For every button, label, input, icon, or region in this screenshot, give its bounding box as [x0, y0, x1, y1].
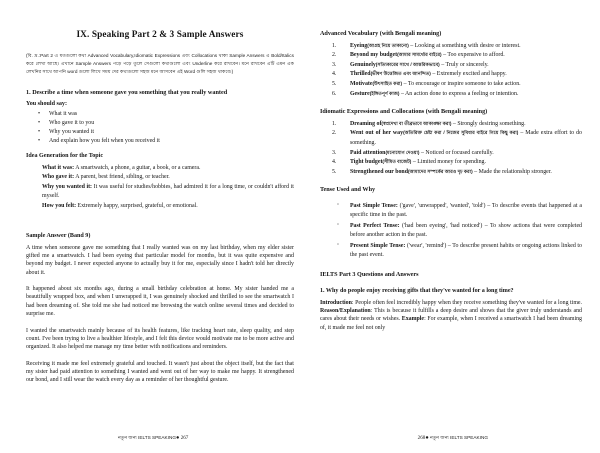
list-item [340, 61, 582, 71]
idea-text: A smartwatch, a phone, a guitar, a book, or a camera. [74, 164, 201, 171]
footer-bullet-icon: ● [176, 435, 180, 441]
footer-right-label: নতুন জন্য IELTS SPEAKING [429, 435, 488, 440]
idiomatic-expressions-list [320, 120, 582, 177]
answer-part-label: Example [401, 316, 425, 323]
you-should-say-label: You should say: [26, 101, 67, 108]
idiom-bengali: (মনোযোগ দেওয়া) [385, 149, 420, 155]
list-item [340, 80, 582, 90]
idea-generation-list [26, 164, 294, 211]
vocab-definition: – Too expensive to afford. [441, 52, 505, 59]
vocab-bengali: (ইঙ্গিতপূর্ণ কাজ) [369, 90, 400, 96]
cue-card-question: 1. Describe a time when someone gave you something that you really wanted [26, 89, 228, 97]
idiom-bengali: (স্বপ্নদেখা বা তীব্রভাবে আকাঙ্ক্ষা করা) [381, 120, 452, 126]
answer-part-label: Introduction [319, 299, 352, 306]
tense-label: Present Simple Tense: [349, 243, 406, 250]
vocab-definition: – Truly or sincerely. [439, 61, 489, 68]
idiom-definition: – Limited money for spending. [411, 159, 486, 166]
page-title: IX. Speaking Part 2 & 3 Sample Answers [76, 30, 244, 40]
list-item [26, 164, 294, 173]
vocab-term: Gesture [349, 90, 370, 97]
idiom-definition: – Noticed or focused carefully. [419, 149, 494, 156]
idea-generation-heading: Idea Generation for the Topic [26, 153, 104, 160]
vocab-bengali: (আগ্রহ নিয়ে তাকানো) [367, 42, 409, 48]
idiomatic-expressions-heading: Idiomatic Expressions and Collocations (with Bengali meaning) [319, 108, 488, 116]
list-item [26, 173, 294, 182]
vocab-definition: – Extremely excited and happy. [430, 71, 507, 78]
vocab-definition: – An action done to express a feeling or intention. [399, 90, 519, 97]
vocab-bengali: (সত্যিকারের সাথে / আন্তরিকভাবে) [375, 61, 440, 67]
list-item [320, 242, 582, 259]
answer-part-label: Reason/Explanation [319, 308, 371, 315]
idea-label: Who gave it: [42, 174, 75, 181]
sample-answer-paragraph: It happened about six months ago, during a small birthday celebration at home. My sister handed me a beautifully wrapped box, and when I unwrapped it, I was genuinely shocked and thrilled to see the smartwatch I had been dreaming of. She told me she had noticed me browsing the watch online several times and decided to surprise me. [26, 286, 294, 318]
idea-text: It was useful for studies/hobbies, had admired it for a long time, or couldn't afford it myself. [42, 184, 294, 200]
tense-text: ('gave', 'unwrapped', 'wanted', 'told') – To describe events that happened at a specific time in the past. [349, 203, 582, 218]
idea-label: Why you wanted it: [42, 184, 93, 191]
vocab-bengali: (আমার সামর্থ্যের বাইরে) [397, 52, 442, 58]
idiom-bengali: (আমাদের সম্পর্কের আরও দৃঢ় করা) [408, 168, 473, 174]
ielts-part3-heading: IELTS Part 3 Questions and Answers [319, 271, 419, 279]
vocab-bengali: (উৎসাহিত করা) [372, 81, 403, 86]
footer-left [118, 434, 188, 442]
list-item [340, 90, 582, 100]
vocab-definition: – To encourage or inspire someone to take action. [402, 81, 521, 87]
list-item [340, 168, 582, 178]
list-item [26, 183, 294, 201]
vocab-definition: – Looking at something with desire or interest. [408, 42, 521, 49]
list-item: • Why you wanted it [26, 128, 294, 137]
left-page-column [12, 30, 306, 393]
list-item: • Who gave it to you [26, 119, 294, 128]
cue-card-points-list [26, 110, 294, 146]
list-item [320, 202, 582, 219]
footer-left-label: নতুন জন্য IELTS SPEAKING [118, 435, 177, 440]
idiom-term: Paid attention [349, 149, 386, 156]
sample-answer-paragraph: I wanted the smartwatch mainly because of its health features, like tracking heart rate, sleep quality, and step count. I've been trying to live a healthier lifestyle, and I felt this device would motivate me to be more active and organized. It also helped me manage my time better with notifications and reminders. [26, 327, 294, 351]
tense-used-heading: Tense Used and Why [319, 186, 376, 194]
vocab-bengali: (ভীষণ উত্তেজিত এবং আনন্দিত) [370, 71, 431, 77]
part3-answer [320, 299, 582, 333]
footer-right [418, 434, 488, 442]
idea-label: How you felt: [42, 203, 77, 210]
list-item [340, 129, 582, 148]
tense-text: ('wear', 'remind') – To describe present habits or ongoing actions linked to the past event. [349, 243, 582, 258]
vocab-term: Motivate [349, 81, 373, 87]
sample-answer-paragraph: Receiving it made me feel extremely grateful and touched. It wasn't just about the object itself, but the fact that my sister had paid attention to something I wanted and went out of her way to make me happy. It strengthened our bond, and I still wear the watch every day as a reminder of her thoughtful gesture. [26, 360, 294, 384]
sample-answer-heading: Sample Answer (Band 9) [26, 232, 91, 239]
vocab-term: Eyeing [349, 42, 368, 49]
part3-question: 1. Why do people enjoy receiving gifts that they've wanted for a long time? [319, 288, 514, 295]
tense-label: Past Simple Tense: [349, 203, 398, 209]
footer-left-page-number: 267 [180, 435, 189, 441]
idea-text: A parent, best friend, sibling, or teacher. [74, 174, 170, 181]
footer-bullet-icon: ● [425, 435, 429, 441]
idiom-term: Dreaming of [349, 120, 382, 127]
answer-part-text: : People often feel incredibly happy when they receive something they've wanted for a long time. [351, 299, 582, 306]
idiom-definition: – Made the relationship stronger. [472, 168, 552, 175]
list-item [340, 158, 582, 168]
list-item [340, 51, 582, 61]
sample-answer-paragraph: A time when someone gave me something that I really wanted was on my last birthday, when my elder sister gifted me a smartwatch. I had been eyeing that particular model for months, but it was quite expensive and beyond my budget. I never expected anyone to actually buy it for me, especially since I hadn't told her directly about it. [26, 244, 294, 276]
list-item: • What it was [26, 110, 294, 119]
vocab-term: Beyond my budget [349, 52, 398, 59]
idiom-term: Tight budget [349, 159, 383, 166]
answer-part-text: : For example, when I received a smartwatch I had been dreaming of, it made me feel not only [319, 316, 582, 331]
list-item [26, 202, 294, 211]
tense-label: Past Perfect Tense: [349, 223, 400, 230]
tense-text: ('had been eyeing', 'had noticed') – To show actions that were completed before another action in the past. [349, 223, 582, 238]
advanced-vocabulary-list [320, 42, 582, 99]
idiom-definition: – Made extra effort to do something. [349, 130, 582, 146]
idiom-term: Went out of her way [349, 130, 404, 137]
vocab-term: Genuinely [349, 61, 376, 68]
idiom-term: Strengthened our bond [349, 168, 408, 175]
right-page-column [306, 30, 588, 340]
intro-note-bengali: (বি. দ্র.:Part 2 এ যতগুলো কথা Advanced Vocabulary,Idiomatic Expressions এবং Collocations থাকা Sample Answers এ Bold/Italics করে লেখা আছে। এখানে Sample Answers পড়ে পড়ে তুলে সেগুলো কথাগুলো এবং Underline করে রাখবেন। মনে রাখবেন এটি এমন এক লেখনির সাথে আপনি word গুলো লিখে সময় দের কথাগুলো সহজ মনে আসবেন এই Word গুলি সহজ থাকবে।) [26, 53, 294, 75]
tense-list [320, 202, 582, 259]
idiom-bengali: (অতিরিক্ত চেষ্টা করা / নিজের সুবিধার বাইরে গিয়ে কিছু করা) [403, 130, 519, 136]
idiom-definition: – Strongly desiring something. [451, 120, 526, 127]
list-item [340, 70, 582, 80]
idea-text: Extremely happy, surprised, grateful, or emotional. [76, 203, 198, 210]
vocab-term: Thrilled [349, 71, 371, 78]
idiom-bengali: (সীমিত বাজেট) [382, 159, 412, 165]
list-item [340, 120, 582, 130]
list-item: • And explain how you felt when you received it [26, 137, 294, 146]
list-item [340, 42, 582, 52]
answer-part-text: : This is because it fulfills a deep desire and shows that the giver truly understands and cares about their needs or wishes. [319, 308, 582, 323]
list-item [320, 222, 582, 239]
list-item [340, 149, 582, 159]
idea-label: What it was: [42, 164, 75, 171]
footer-right-page-number: 268 [417, 435, 426, 441]
advanced-vocabulary-heading: Advanced Vocabulary (with Bengali meaning) [319, 30, 442, 37]
